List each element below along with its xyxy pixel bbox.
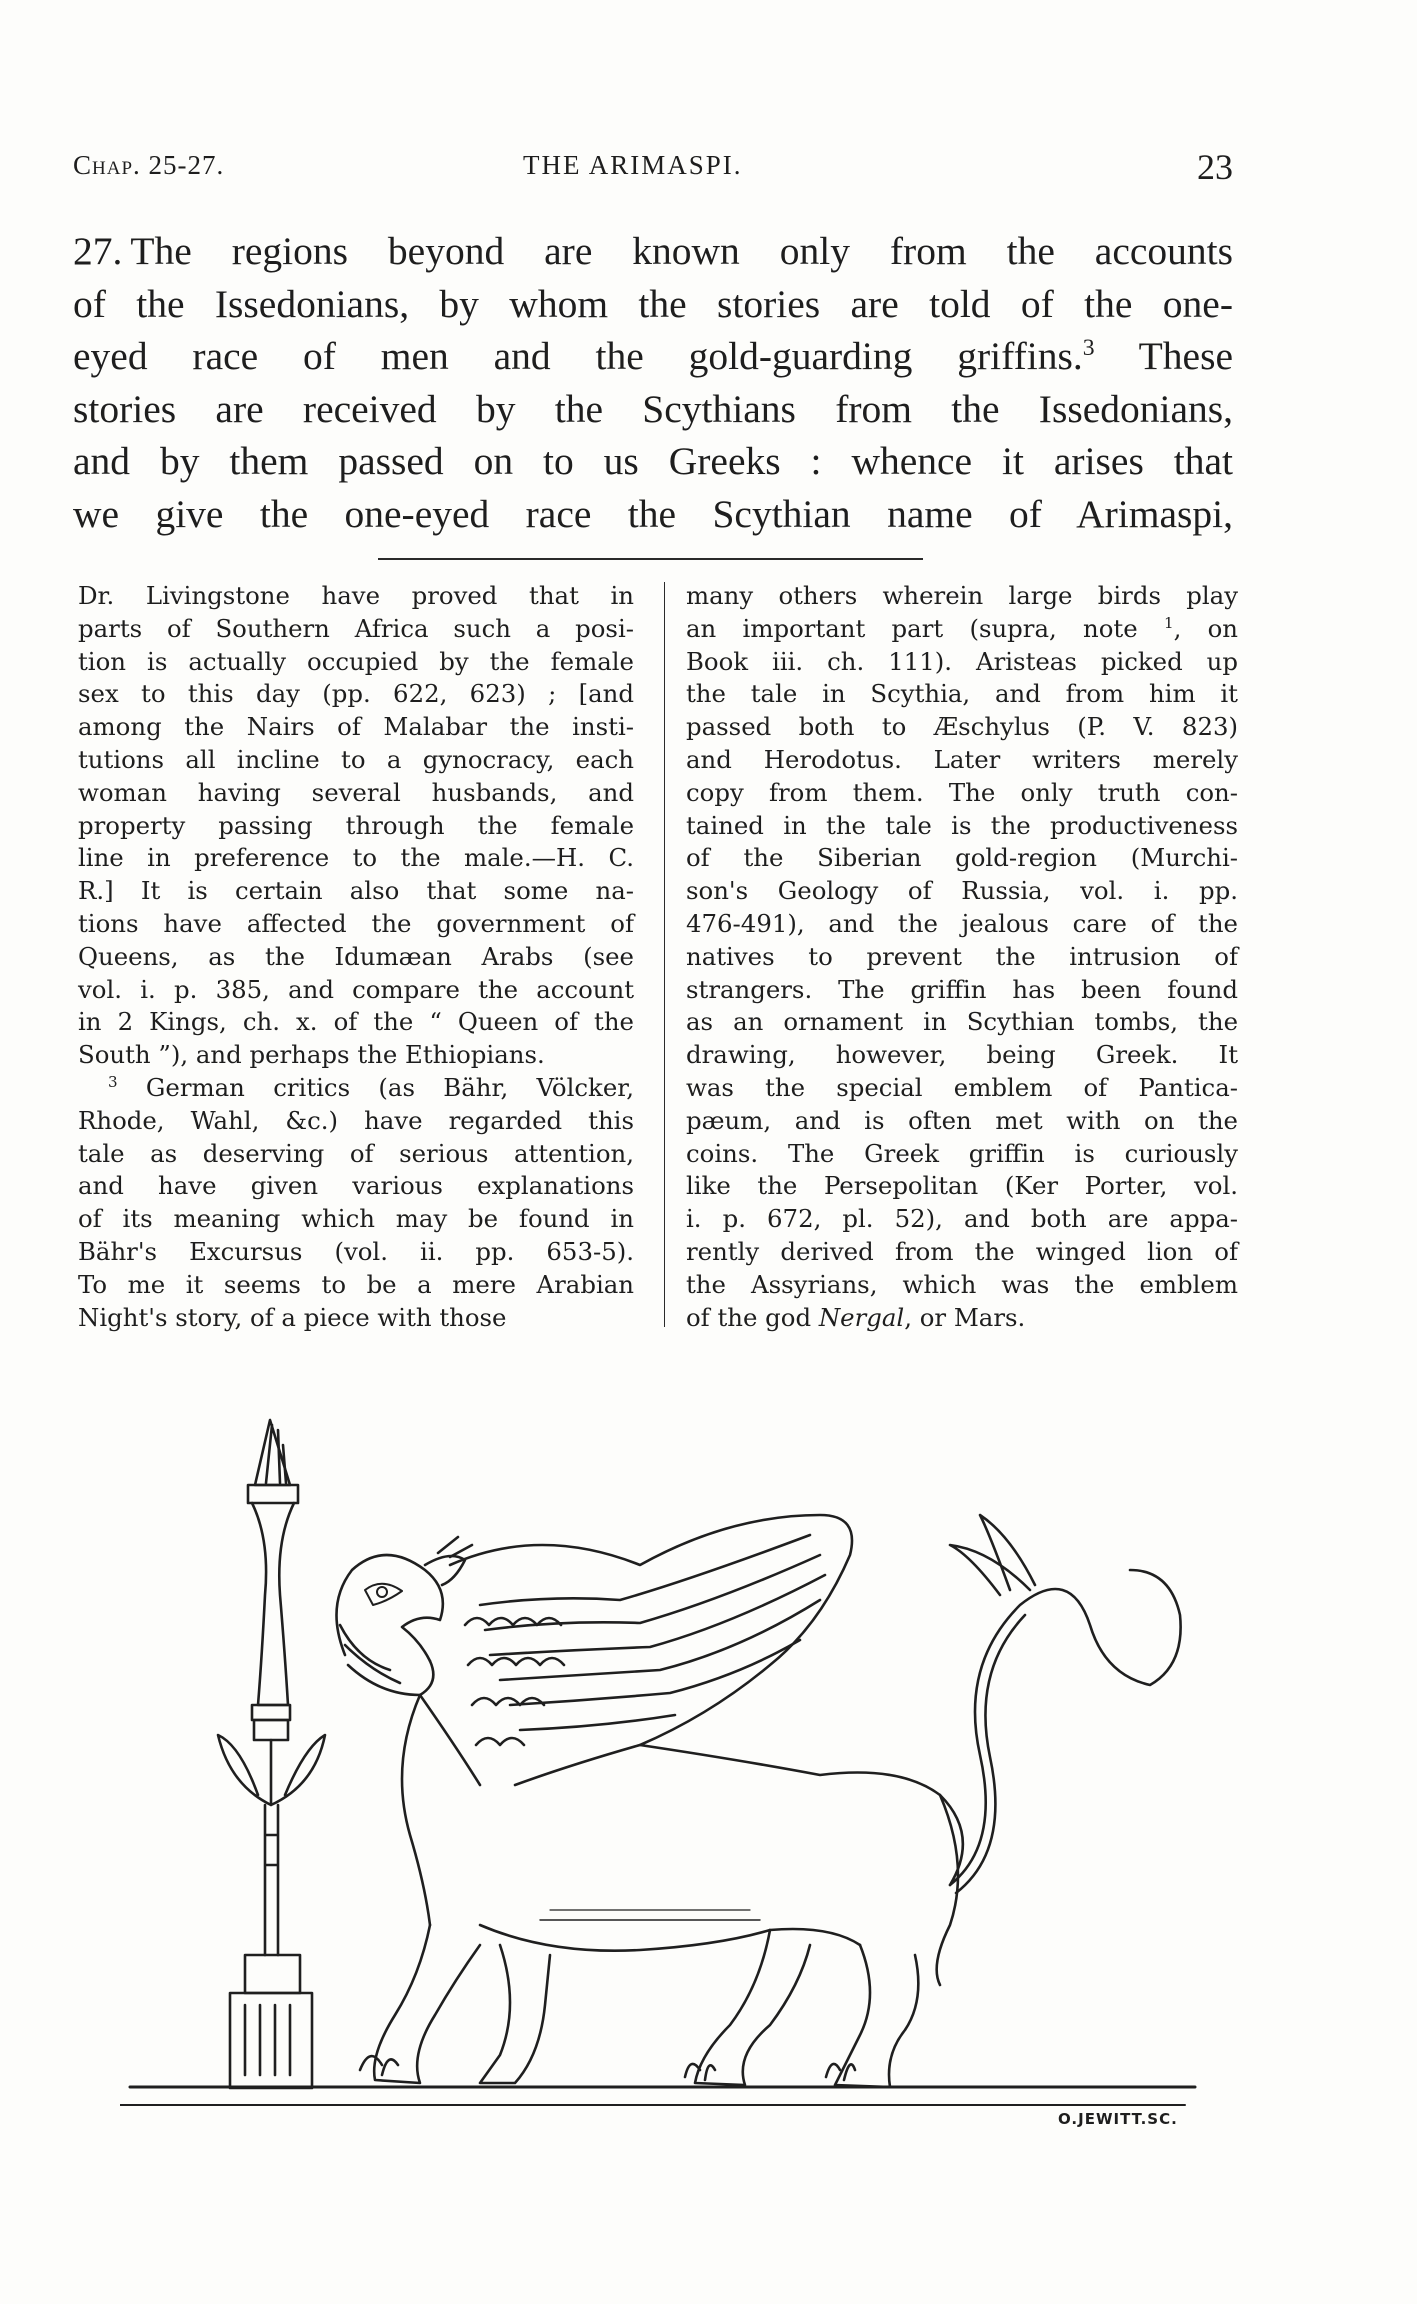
griffin-illustration — [120, 1365, 1240, 2145]
chapter-ref: Chap. 25-27. — [73, 150, 225, 180]
footnote-line: of the Siberian gold-region (Murchi- — [686, 843, 1238, 873]
main-line: 27. The regions beyond are known only from the accounts — [73, 229, 1233, 273]
footnote-line: passed both to Æschylus (P. V. 823) — [686, 712, 1238, 742]
footnote-line: son's Geology of Russia, vol. i. pp. — [686, 876, 1238, 906]
footnote-line: tions have affected the government of — [78, 908, 634, 938]
main-line: we give the one-eyed race the Scythian name of Arimaspi, — [73, 491, 1233, 536]
main-line: eyed race of men and the gold-guarding griffins.$^3$ These — [73, 334, 1233, 378]
candelabrum — [218, 1420, 325, 2088]
footnote-line: property passing through the female — [78, 810, 634, 840]
footnote-line: woman having several husbands, and — [78, 777, 634, 807]
footnote-marker: 3 — [108, 1072, 118, 1091]
footnote-line: South ”), and perhaps the Ethiopians. — [78, 1040, 545, 1070]
footnote-line: of the god Nergal, or Mars. — [686, 1302, 1026, 1332]
footnote-line: $^3$ German critics (as Bähr, Völcker, — [108, 1072, 634, 1102]
column-divider — [664, 582, 665, 1327]
engraver-credit: O.JEWITT.SC. — [1058, 2110, 1178, 2128]
footnote-line: i. p. 672, pl. 52), and both are appa- — [686, 1204, 1238, 1234]
footnote-line: the tale in Scythia, and from him it — [686, 679, 1238, 709]
footnote-line: natives to prevent the intrusion of — [686, 941, 1238, 971]
footnote-line: coins. The Greek griffin is curiously — [686, 1138, 1238, 1168]
footnote-line: Night's story, of a piece with those — [78, 1302, 507, 1332]
footnote-line: of its meaning which may be found in — [78, 1204, 634, 1234]
page-title: THE ARIMASPI. — [523, 150, 743, 180]
footnote-line: Queens, as the Idumæan Arabs (see — [78, 941, 634, 971]
god-name: Nergal — [818, 1302, 905, 1332]
footnote-divider-rule — [378, 558, 923, 560]
footnote-line: tained in the tale is the productiveness — [686, 810, 1238, 840]
footnote-line: rently derived from the winged lion of — [686, 1236, 1238, 1266]
footnote-line: many others wherein large birds play — [686, 581, 1238, 610]
footnote-line: tutions all incline to a gynocracy, each — [78, 744, 634, 774]
footnotes-right-column — [686, 580, 1238, 1334]
footnote-line: in 2 Kings, ch. x. of the “ Queen of the — [78, 1007, 634, 1037]
footnote-line: pæum, and is often met with on the — [686, 1105, 1238, 1135]
footnote-line: as an ornament in Scythian tombs, the — [686, 1007, 1238, 1037]
footnote-line: an important part (supra, note $^1$, on — [686, 613, 1239, 643]
main-line: stories are received by the Scythians from the Issedonians, — [73, 386, 1233, 431]
footnote-line: the Assyrians, which was the emblem — [686, 1269, 1238, 1299]
footnote-line: 476-491), and the jealous care of the — [686, 908, 1238, 938]
footnote-line: among the Nairs of Malabar the insti- — [78, 712, 634, 742]
page-number: 23 — [1197, 147, 1233, 187]
main-line: of the Issedonians, by whom the stories are told of the one- — [73, 281, 1233, 326]
footnote-line: parts of Southern Africa such a posi- — [78, 613, 634, 643]
footnote-line: and Herodotus. Later writers merely — [686, 744, 1238, 774]
footnote-reference: 3 — [1082, 334, 1095, 361]
footnote-line: Bähr's Excursus (vol. ii. pp. 653-5). — [78, 1236, 634, 1266]
griffin — [336, 1515, 1180, 2087]
paragraph-number: 27. — [73, 229, 123, 273]
footnote-line: and have given various explanations — [78, 1171, 634, 1201]
footnote-line: tion is actually occupied by the female — [78, 646, 634, 676]
footnote-line: strangers. The griffin has been found — [686, 974, 1238, 1004]
footnote-line: Rhode, Wahl, &c.) have regarded this — [78, 1105, 634, 1135]
footnote-line: copy from them. The only truth con- — [686, 777, 1238, 807]
footnote-line: vol. i. p. 385, and compare the account — [78, 974, 634, 1004]
running-head — [73, 147, 1233, 190]
footnote-line: line in preference to the male.—H. C. — [78, 843, 634, 873]
main-paragraph — [73, 225, 1233, 540]
footnote-line: Dr. Livingstone have proved that in — [78, 581, 634, 610]
footnote-line: R.] It is certain also that some na- — [78, 876, 634, 906]
footnote-line: tale as deserving of serious attention, — [78, 1138, 634, 1168]
footnote-line: was the special emblem of Pantica- — [686, 1072, 1238, 1102]
footnote-line: sex to this day (pp. 622, 623) ; [and — [78, 679, 634, 709]
main-line: and by them passed on to us Greeks : whence it arises that — [73, 439, 1233, 483]
footnotes-left-column — [78, 580, 634, 1334]
footnote-line: drawing, however, being Greek. It — [686, 1040, 1238, 1070]
note-reference: 1 — [1163, 613, 1174, 632]
footnote-line: To me it seems to be a mere Arabian — [78, 1269, 634, 1299]
footnote-line: like the Persepolitan (Ker Porter, vol. — [686, 1171, 1238, 1201]
footnote-line: Book iii. ch. 111). Aristeas picked up — [686, 646, 1238, 676]
